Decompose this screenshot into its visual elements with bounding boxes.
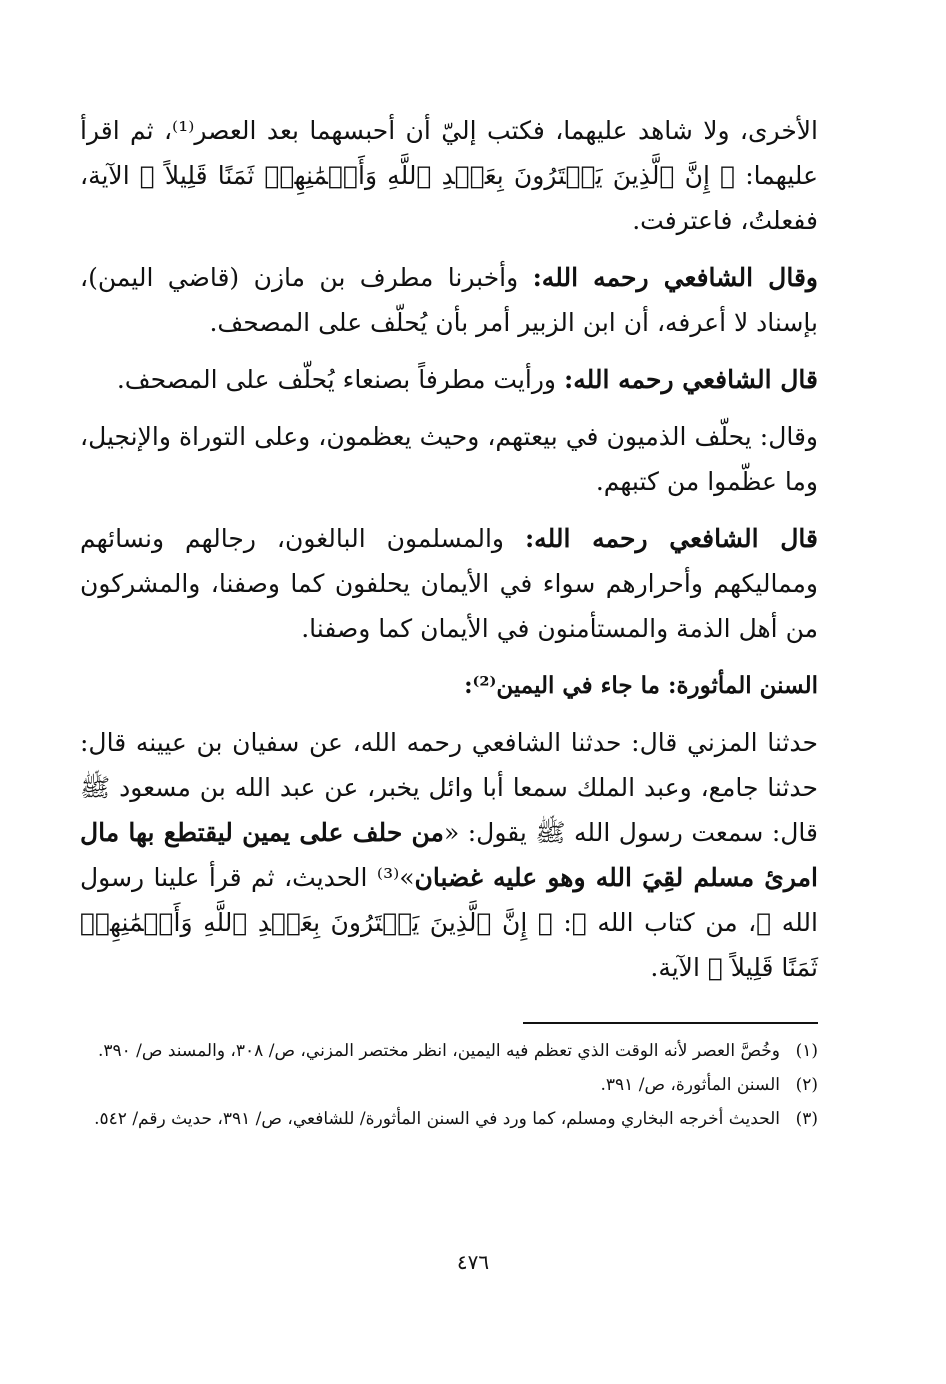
paragraph-5-text: والمسلمون البالغون، رجالهم ونسائهم ومماليكهم وأحرارهم سواء في الأيمان يحلفون كما وصفنا، والمشركون من أهل الذمة والمستأمنون في الأيمان كما وصفنا.	[80, 524, 818, 643]
footnote-2	[80, 1070, 818, 1101]
paragraph-3-lead: قال الشافعي رحمه الله:	[563, 365, 818, 394]
page-number: ٤٧٦	[456, 1250, 490, 1274]
footnote-text: الحديث أخرجه البخاري ومسلم، كما ورد في السنن المأثورة/ للشافعي، ص/ ٣٩١، حديث رقم/ ٥٤٢.	[94, 1109, 780, 1129]
paragraph-1-text: الأخرى، ولا شاهد عليهما، فكتب إليّ أن أحبسهما بعد العصر⁽¹⁾، ثم اقرأ عليهما: ﴿ إِنَّ ٱلَّذِينَ يَشۡتَرُونَ بِعَهۡدِ ٱللَّهِ وَأَيۡمَٰنِهِمۡ ثَمَنًا قَلِيلاً ﴾ الآية، ففعلتُ، فاعترفت.	[80, 116, 818, 235]
paragraph-5	[80, 516, 818, 651]
hadith-continuation: »⁽³⁾ الحديث، ثم قرأ علينا رسول الله ﷺ، من كتاب الله ﷻ: ﴿ إِنَّ ٱلَّذِينَ يَشۡتَرُونَ بِعَهۡدِ ٱللَّهِ وَأَيۡمَٰنِهِمۡ ثَمَنًا قَلِيلاً ﴾ الآية.	[80, 863, 818, 982]
footnote-divider	[523, 1022, 818, 1024]
paragraph-1	[80, 108, 818, 243]
paragraph-2-text: وأخبرنا مطرف بن مازن (قاضي اليمن)، بإسناد لا أعرفه، أن ابن الزبير أمر بأن يُحلّف على المصحف.	[80, 263, 818, 337]
paragraph-4	[80, 414, 818, 504]
paragraph-2-lead: وقال الشافعي رحمه الله:	[532, 263, 818, 292]
hadith-quote: من حلف على يمين ليقتطع بها مال امرئ مسلم لقِيَ الله وهو عليه غضبان	[80, 818, 818, 892]
paragraph-2	[80, 255, 818, 345]
paragraph-3-text: ورأيت مطرفاً بصنعاء يُحلّف على المصحف.	[116, 365, 564, 394]
hadith-paragraph	[80, 720, 818, 990]
footnote-1	[80, 1036, 818, 1067]
paragraph-3	[80, 357, 818, 402]
footnotes	[80, 1022, 818, 1138]
footnote-3	[80, 1104, 818, 1135]
hadith-narration: حدثنا المزني قال: حدثنا الشافعي رحمه الله، عن سفيان بن عيينه قال: حدثنا جامع، وعبد الملك سمعا أبا وائل يخبر، عن عبد الله بن مسعود ﷺ قال: سمعت رسول الله ﷺ يقول: «	[80, 728, 818, 847]
footnote-text: وخُصَّ العصر لأنه الوقت الذي تعظم فيه اليمين، انظر مختصر المزني، ص/ ٣٠٨، والمسند ص/ ٣٩٠.	[97, 1041, 780, 1061]
main-text	[80, 108, 818, 1002]
footnote-number: (١)	[795, 1041, 818, 1061]
section-heading: السنن المأثورة: ما جاء في اليمين⁽²⁾:	[464, 672, 818, 699]
footnote-text: السنن المأثورة، ص/ ٣٩١.	[600, 1075, 780, 1095]
footnote-number: (٢)	[795, 1075, 818, 1095]
footnote-number: (٣)	[795, 1109, 818, 1129]
paragraph-4-text: وقال: يحلّف الذميون في بيعتهم، وحيث يعظمون، وعلى التوراة والإنجيل، وما عظّموا من كتبهم.	[80, 422, 818, 496]
paragraph-5-lead: قال الشافعي رحمه الله:	[524, 524, 819, 553]
